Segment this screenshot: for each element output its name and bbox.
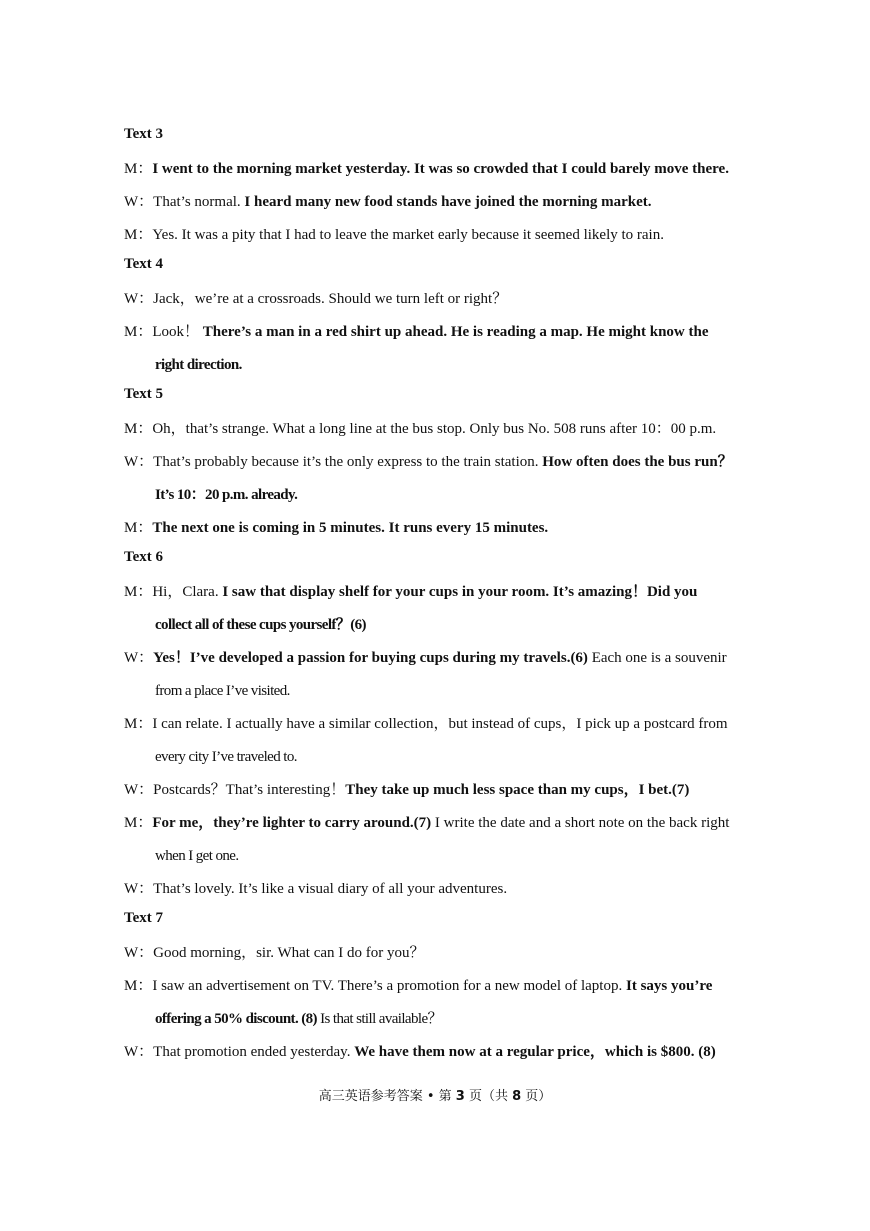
section-heading: Text 3: [124, 126, 164, 142]
highlighted-answer-text: They take up much less space than my cups，I bet.(7): [345, 782, 690, 798]
dialogue-line: [124, 446, 750, 479]
footer-suffix: 页）: [521, 1089, 552, 1104]
dialogue-line: [124, 774, 750, 807]
highlighted-answer-text: right direction.: [155, 357, 242, 373]
highlighted-answer-text: The next one is coming in 5 minutes. It runs every 15 minutes.: [152, 520, 549, 536]
dialogue-text: M：I can relate. I actually have a similar collection，but instead of cups，I pick up a postcard from: [124, 716, 728, 732]
highlighted-answer-text: How often does the bus run？: [542, 454, 733, 470]
dialogue-text: M：Yes. It was a pity that I had to leave the market early because it seemed likely to rain.: [124, 227, 664, 243]
listening-transcript: [124, 122, 750, 1069]
dialogue-line: [124, 708, 750, 741]
dialogue-line: [124, 479, 750, 512]
highlighted-answer-text: offering a 50% discount. (8): [155, 1011, 317, 1027]
highlighted-answer-text: I went to the morning market yesterday. It was so crowded that I could barely move there.: [152, 161, 729, 177]
dialogue-text: W：Good morning，sir. What can I do for you？: [124, 945, 425, 961]
footer-middle: 页（共: [464, 1089, 513, 1104]
dialogue-line: [124, 741, 750, 774]
dialogue-text: W：: [124, 650, 154, 666]
dialogue-text: Each one is a souvenir: [587, 650, 727, 666]
dialogue-text: M：: [124, 520, 153, 536]
section-heading: Text 5: [124, 386, 164, 402]
dialogue-line: [124, 807, 750, 840]
dialogue-text: M：: [124, 815, 153, 831]
dialogue-line: [124, 316, 750, 349]
dialogue-text: M：Oh，that’s strange. What a long line at the bus stop. Only bus No. 508 runs after 10：00 p.m.: [124, 421, 717, 437]
dialogue-text: from a place I’ve visited.: [155, 683, 290, 699]
footer-prefix: 高三英语参考答案 • 第: [318, 1089, 456, 1104]
dialogue-text: M：: [124, 161, 153, 177]
section-heading: Text 6: [124, 549, 164, 565]
dialogue-line: [124, 349, 750, 382]
dialogue-line: [124, 186, 750, 219]
dialogue-text: W：Postcards？That’s interesting！: [124, 782, 346, 798]
dialogue-line: [124, 1036, 750, 1069]
highlighted-answer-text: Yes！I’ve developed a passion for buying cups during my travels.(6): [153, 650, 588, 666]
dialogue-line: [124, 512, 750, 545]
dialogue-text: M：Look！: [124, 324, 203, 340]
dialogue-line: [124, 642, 750, 675]
dialogue-text: W：Jack，we’re at a crossroads. Should we turn left or right？: [124, 291, 508, 307]
dialogue-line: [124, 413, 750, 446]
dialogue-text: I write the date and a short note on the back right: [431, 815, 730, 831]
dialogue-line: [124, 1003, 750, 1036]
dialogue-text: Is that still available？: [316, 1011, 442, 1027]
dialogue-line: [124, 873, 750, 906]
highlighted-answer-text: We have them now at a regular price，which is $800. (8): [354, 1044, 716, 1060]
dialogue-line: [124, 219, 750, 252]
section-heading: Text 7: [124, 910, 164, 926]
dialogue-line: [124, 840, 750, 873]
dialogue-line: [124, 609, 750, 642]
dialogue-line: [124, 283, 750, 316]
footer-total-pages: 8: [512, 1089, 522, 1104]
dialogue-text: W：That promotion ended yesterday.: [124, 1044, 355, 1060]
highlighted-answer-text: For me，they’re lighter to carry around.(7): [152, 815, 432, 831]
dialogue-line: [124, 576, 750, 609]
section-heading: Text 4: [124, 256, 164, 272]
highlighted-answer-text: I saw that display shelf for your cups in your room. It’s amazing！Did you: [222, 584, 698, 600]
dialogue-line: [124, 153, 750, 186]
dialogue-text: W：That’s probably because it’s the only express to the train station.: [124, 454, 543, 470]
dialogue-text: M：I saw an advertisement on TV. There’s a promotion for a new model of laptop.: [124, 978, 626, 994]
dialogue-text: every city I’ve traveled to.: [155, 749, 297, 765]
footer-page-number: 3: [455, 1089, 465, 1104]
highlighted-answer-text: There’s a man in a red shirt up ahead. He is reading a map. He might know the: [202, 324, 709, 340]
dialogue-line: [124, 970, 750, 1003]
dialogue-line: [124, 937, 750, 970]
dialogue-text: W：That’s normal.: [124, 194, 245, 210]
dialogue-text: when I get one.: [155, 848, 239, 864]
highlighted-answer-text: It’s 10：20 p.m. already.: [155, 487, 298, 503]
dialogue-text: M：Hi，Clara.: [124, 584, 223, 600]
dialogue-line: [124, 675, 750, 708]
highlighted-answer-text: I heard many new food stands have joined the morning market.: [244, 194, 652, 210]
page-footer: [0, 1087, 870, 1107]
highlighted-answer-text: It says you’re: [625, 978, 713, 994]
highlighted-answer-text: collect all of these cups yourself？(6): [155, 617, 366, 633]
dialogue-text: W：That’s lovely. It’s like a visual diary of all your adventures.: [124, 881, 508, 897]
